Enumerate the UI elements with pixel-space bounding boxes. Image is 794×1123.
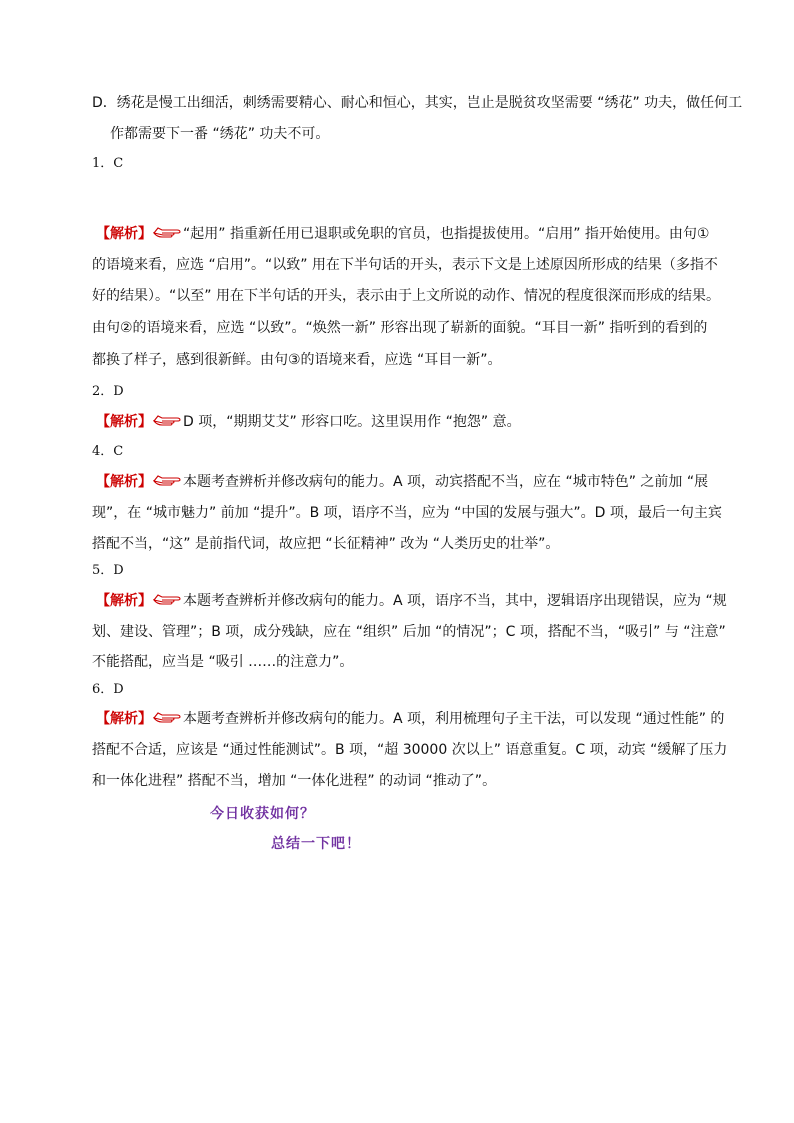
analysis-line — [96, 709, 724, 729]
pointing-hand-icon — [153, 414, 181, 428]
analysis-line: 的语境来看，应选 “启用”。“以致” 用在下半句话的开头，表示下文是上述原因所形成的结果（多指不 — [92, 257, 718, 273]
pointing-hand-icon — [153, 593, 181, 607]
analysis-tag: 【解析】 — [96, 226, 152, 242]
answer-number: 2．D — [92, 384, 124, 399]
answer-number: 5．D — [92, 563, 124, 578]
closing-prompt: 总结一下吧！ — [271, 836, 361, 852]
option-d-line-2: 作都需要下一番 “绣花” 功夫不可。 — [110, 126, 330, 142]
analysis-line: 现”，在 “城市魅力” 前加 “提升”。B 项，语序不当，应为 “中国的发展与强大”。D 项，最后一句主宾 — [92, 505, 722, 521]
analysis-tag: 【解析】 — [96, 593, 152, 609]
analysis-line: 好的结果）。“以至” 用在下半句话的开头，表示由于上文所说的动作、情况的程度很深而形成的结果。 — [92, 288, 720, 304]
analysis-text: 本题考查辨析并修改病句的能力。A 项，动宾搭配不当，应在 “城市特色” 之前加 “展 — [183, 474, 709, 490]
analysis-line: 搭配不当，“这” 是前指代词，故应把 “长征精神” 改为 “人类历史的壮举”。 — [92, 536, 560, 552]
pointing-hand-icon — [153, 226, 181, 240]
analysis-line — [96, 224, 709, 244]
answer-number: 1．C — [92, 156, 124, 171]
analysis-text: “起用” 指重新任用已退职或免职的官员，也指提拔使用。“启用” 指开始使用。由句① — [183, 226, 710, 242]
analysis-line — [96, 412, 521, 432]
analysis-line: 搭配不合适，应该是 “通过性能测试”。B 项，“超 30000 次以上” 语意重复。C 项，动宾 “缓解了压力 — [92, 742, 728, 758]
option-d-line-1: D．绣花是慢工出细活，刺绣需要精心、耐心和恒心，其实，岂止是脱贫攻坚需要 “绣花” 功夫，做任何工 — [92, 95, 743, 111]
analysis-line: 不能搭配，应当是 “吸引 ……的注意力”。 — [92, 654, 354, 670]
pointing-hand-icon — [153, 474, 181, 488]
analysis-text: 本题考查辨析并修改病句的能力。A 项，利用梳理句子主干法，可以发现 “通过性能” 的 — [183, 711, 725, 727]
analysis-line: 由句②的语境来看，应选 “以致”。“焕然一新” 形容出现了崭新的面貌。“耳目一新” 指听到的看到的 — [92, 320, 708, 336]
analysis-tag: 【解析】 — [96, 711, 152, 727]
analysis-line: 都换了样子，感到很新鲜。由句③的语境来看，应选 “耳目一新”。 — [92, 352, 502, 368]
closing-question: 今日收获如何？ — [210, 806, 315, 822]
analysis-text: 本题考查辨析并修改病句的能力。A 项，语序不当，其中，逻辑语序出现错误，应为 “规 — [183, 593, 727, 609]
analysis-tag: 【解析】 — [96, 414, 152, 430]
analysis-text: D 项，“期期艾艾” 形容口吃。这里误用作 “抱怨” 意。 — [183, 414, 521, 430]
analysis-line — [96, 472, 708, 492]
analysis-line: 划、建设、管理”；B 项，成分残缺，应在 “组织” 后加 “的情况”；C 项，搭配不当，“吸引” 与 “注意” — [92, 624, 726, 640]
answer-number: 6．D — [92, 682, 124, 697]
analysis-tag: 【解析】 — [96, 474, 152, 490]
answer-number: 4．C — [92, 444, 124, 459]
analysis-line: 和一体化进程” 搭配不当，增加 “一体化进程” 的动词 “推动了”。 — [92, 773, 497, 789]
pointing-hand-icon — [153, 711, 181, 725]
analysis-line — [96, 591, 727, 611]
